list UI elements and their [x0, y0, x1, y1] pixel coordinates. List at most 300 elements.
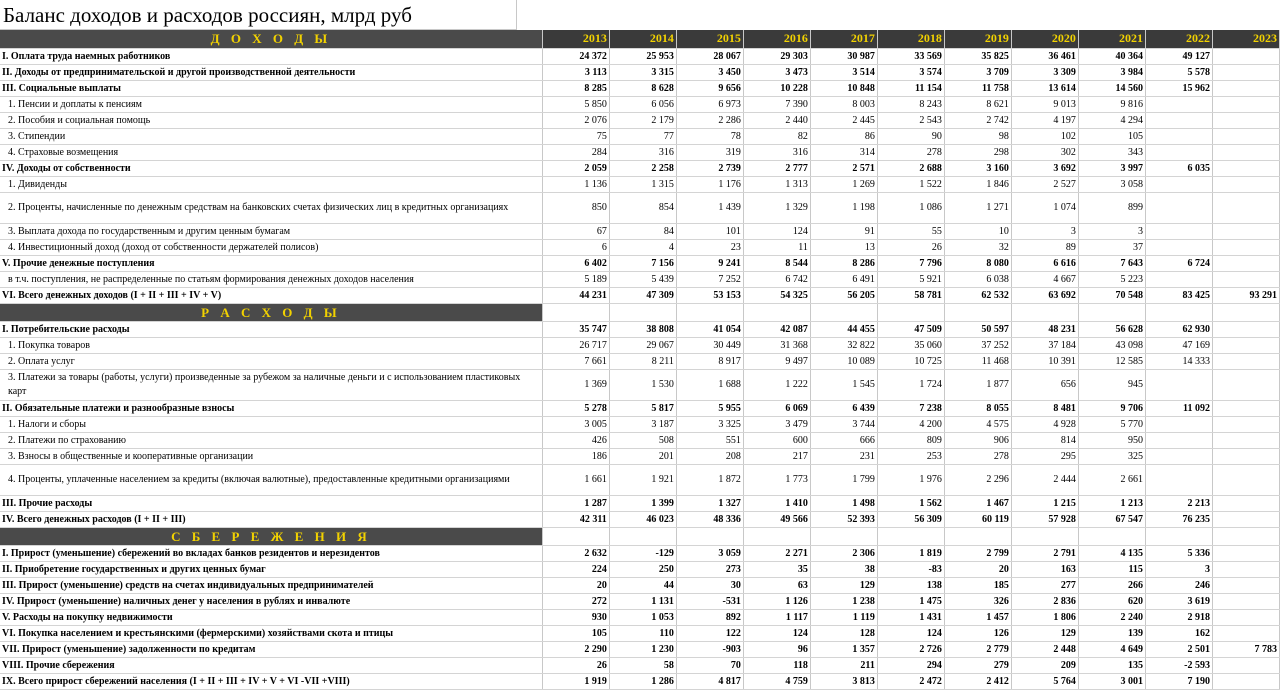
- savings-row: [0, 577, 1280, 593]
- value-cell: 2 779: [944, 641, 1011, 657]
- section-empty-cell: [676, 303, 743, 321]
- value-cell: 1 074: [1011, 192, 1078, 223]
- value-cell: 4 759: [743, 673, 810, 689]
- value-cell: 25 953: [609, 48, 676, 64]
- row-label: IV. Прирост (уменьшение) наличных денег у населения в рублях и инвалюте: [0, 593, 542, 609]
- section-empty-cell: [609, 527, 676, 545]
- value-cell: 1 399: [609, 495, 676, 511]
- value-cell: 224: [542, 561, 609, 577]
- value-cell: 54 325: [743, 287, 810, 303]
- value-cell: 46 023: [609, 511, 676, 527]
- value-cell: 892: [676, 609, 743, 625]
- value-cell: 63: [743, 577, 810, 593]
- value-cell: 77: [609, 128, 676, 144]
- value-cell: 5 578: [1145, 64, 1212, 80]
- value-cell: [1145, 96, 1212, 112]
- value-cell: 2 918: [1145, 609, 1212, 625]
- value-cell: [1145, 128, 1212, 144]
- value-cell: 3 325: [676, 416, 743, 432]
- value-cell: [1212, 337, 1279, 353]
- value-cell: 272: [542, 593, 609, 609]
- section-empty-cell: [944, 527, 1011, 545]
- value-cell: 8 080: [944, 255, 1011, 271]
- value-cell: 44 231: [542, 287, 609, 303]
- value-cell: 115: [1078, 561, 1145, 577]
- value-cell: 6 742: [743, 271, 810, 287]
- value-cell: 7 661: [542, 353, 609, 369]
- value-cell: [1212, 609, 1279, 625]
- value-cell: 30 449: [676, 337, 743, 353]
- value-cell: 5 955: [676, 400, 743, 416]
- value-cell: 231: [810, 448, 877, 464]
- value-cell: 35 825: [944, 48, 1011, 64]
- income-row: [0, 192, 1280, 223]
- value-cell: [1212, 353, 1279, 369]
- value-cell: 1 877: [944, 369, 1011, 400]
- value-cell: 809: [877, 432, 944, 448]
- value-cell: 26 717: [542, 337, 609, 353]
- income-row: [0, 64, 1280, 80]
- value-cell: 2 501: [1145, 641, 1212, 657]
- value-cell: 1 921: [609, 464, 676, 495]
- expense-row: [0, 432, 1280, 448]
- expense-row: [0, 464, 1280, 495]
- value-cell: 1 086: [877, 192, 944, 223]
- value-cell: 5 817: [609, 400, 676, 416]
- value-cell: [1212, 112, 1279, 128]
- value-cell: 201: [609, 448, 676, 464]
- table-body: [0, 30, 1280, 689]
- year-header-cell: 2017: [810, 30, 877, 48]
- expense-row: [0, 495, 1280, 511]
- value-cell: 5 850: [542, 96, 609, 112]
- value-cell: 326: [944, 593, 1011, 609]
- value-cell: 7 796: [877, 255, 944, 271]
- value-cell: 10: [944, 223, 1011, 239]
- value-cell: 7 190: [1145, 673, 1212, 689]
- value-cell: 656: [1011, 369, 1078, 400]
- expense-row: [0, 511, 1280, 527]
- value-cell: 2 726: [877, 641, 944, 657]
- value-cell: 211: [810, 657, 877, 673]
- value-cell: 76 235: [1145, 511, 1212, 527]
- value-cell: 209: [1011, 657, 1078, 673]
- row-label: 1. Покупка товаров: [0, 337, 542, 353]
- value-cell: 105: [542, 625, 609, 641]
- value-cell: [1212, 673, 1279, 689]
- value-cell: 4 197: [1011, 112, 1078, 128]
- balance-table: [0, 30, 1280, 690]
- year-header-cell: 2016: [743, 30, 810, 48]
- value-cell: 11 468: [944, 353, 1011, 369]
- value-cell: 278: [877, 144, 944, 160]
- value-cell: 217: [743, 448, 810, 464]
- section-header-income: [0, 30, 1280, 48]
- value-cell: 8 544: [743, 255, 810, 271]
- row-label: IV. Всего денежных расходов (I + II + III): [0, 511, 542, 527]
- value-cell: 32 822: [810, 337, 877, 353]
- value-cell: [1145, 271, 1212, 287]
- value-cell: 7 643: [1078, 255, 1145, 271]
- value-cell: 1 222: [743, 369, 810, 400]
- value-cell: 3 619: [1145, 593, 1212, 609]
- value-cell: 11: [743, 239, 810, 255]
- section-empty-cell: [1011, 527, 1078, 545]
- value-cell: 98: [944, 128, 1011, 144]
- value-cell: 1 131: [609, 593, 676, 609]
- income-row: [0, 223, 1280, 239]
- value-cell: [1145, 112, 1212, 128]
- value-cell: 4 294: [1078, 112, 1145, 128]
- section-empty-cell: [944, 303, 1011, 321]
- section-empty-cell: [542, 303, 609, 321]
- value-cell: 3 473: [743, 64, 810, 80]
- year-header-cell: 2021: [1078, 30, 1145, 48]
- value-cell: 1 410: [743, 495, 810, 511]
- value-cell: 2 296: [944, 464, 1011, 495]
- year-header-cell: 2013: [542, 30, 609, 48]
- value-cell: 126: [944, 625, 1011, 641]
- value-cell: 122: [676, 625, 743, 641]
- value-cell: 5 189: [542, 271, 609, 287]
- value-cell: [1212, 160, 1279, 176]
- section-empty-cell: [676, 527, 743, 545]
- value-cell: [1212, 545, 1279, 561]
- value-cell: 250: [609, 561, 676, 577]
- value-cell: 83 425: [1145, 287, 1212, 303]
- expense-row: [0, 353, 1280, 369]
- value-cell: 10 391: [1011, 353, 1078, 369]
- value-cell: 26: [877, 239, 944, 255]
- section-header-expenses: [0, 303, 1280, 321]
- row-label: в т.ч. поступления, не распределенные по статьям формирования денежных доходов населения: [0, 271, 542, 287]
- expense-row: [0, 337, 1280, 353]
- value-cell: 5 336: [1145, 545, 1212, 561]
- value-cell: 75: [542, 128, 609, 144]
- value-cell: 316: [743, 144, 810, 160]
- value-cell: 2 445: [810, 112, 877, 128]
- value-cell: 47 509: [877, 321, 944, 337]
- row-label: 1. Налоги и сборы: [0, 416, 542, 432]
- section-empty-cell: [743, 527, 810, 545]
- value-cell: 8 243: [877, 96, 944, 112]
- value-cell: 9 241: [676, 255, 743, 271]
- value-cell: 63 692: [1011, 287, 1078, 303]
- value-cell: 6 439: [810, 400, 877, 416]
- value-cell: 1 286: [609, 673, 676, 689]
- value-cell: 1 315: [609, 176, 676, 192]
- value-cell: 10 089: [810, 353, 877, 369]
- value-cell: [1212, 321, 1279, 337]
- value-cell: 60 119: [944, 511, 1011, 527]
- value-cell: 1 369: [542, 369, 609, 400]
- value-cell: 12 585: [1078, 353, 1145, 369]
- value-cell: 86: [810, 128, 877, 144]
- expense-row: [0, 400, 1280, 416]
- value-cell: 8 917: [676, 353, 743, 369]
- value-cell: 29 067: [609, 337, 676, 353]
- value-cell: 2 527: [1011, 176, 1078, 192]
- value-cell: [1212, 561, 1279, 577]
- value-cell: 1 724: [877, 369, 944, 400]
- row-label: V. Расходы на покупку недвижимости: [0, 609, 542, 625]
- value-cell: 1 661: [542, 464, 609, 495]
- value-cell: 3 514: [810, 64, 877, 80]
- value-cell: 9 816: [1078, 96, 1145, 112]
- row-label: 3. Стипендии: [0, 128, 542, 144]
- value-cell: 600: [743, 432, 810, 448]
- value-cell: 5 278: [542, 400, 609, 416]
- value-cell: 124: [743, 223, 810, 239]
- value-cell: 48 231: [1011, 321, 1078, 337]
- value-cell: 2 290: [542, 641, 609, 657]
- value-cell: [1212, 593, 1279, 609]
- section-label: Р А С Х О Д Ы: [0, 303, 542, 321]
- value-cell: 11 154: [877, 80, 944, 96]
- value-cell: 2 448: [1011, 641, 1078, 657]
- value-cell: 70 548: [1078, 287, 1145, 303]
- value-cell: 6 069: [743, 400, 810, 416]
- value-cell: 1 467: [944, 495, 1011, 511]
- section-empty-cell: [1212, 527, 1279, 545]
- value-cell: 7 390: [743, 96, 810, 112]
- value-cell: 2 661: [1078, 464, 1145, 495]
- section-empty-cell: [609, 303, 676, 321]
- income-row: [0, 271, 1280, 287]
- value-cell: 90: [877, 128, 944, 144]
- value-cell: 666: [810, 432, 877, 448]
- row-label: VII. Прирост (уменьшение) задолженности по кредитам: [0, 641, 542, 657]
- value-cell: 2 286: [676, 112, 743, 128]
- value-cell: 3 058: [1078, 176, 1145, 192]
- value-cell: 49 127: [1145, 48, 1212, 64]
- value-cell: 20: [542, 577, 609, 593]
- section-empty-cell: [1212, 303, 1279, 321]
- value-cell: 5 223: [1078, 271, 1145, 287]
- savings-row: [0, 641, 1280, 657]
- value-cell: 1 230: [609, 641, 676, 657]
- value-cell: 6 973: [676, 96, 743, 112]
- value-cell: 35 060: [877, 337, 944, 353]
- value-cell: 8 621: [944, 96, 1011, 112]
- row-label: II. Приобретение государственных и других ценных бумаг: [0, 561, 542, 577]
- value-cell: 1 357: [810, 641, 877, 657]
- value-cell: 5 764: [1011, 673, 1078, 689]
- value-cell: 56 205: [810, 287, 877, 303]
- value-cell: 8 628: [609, 80, 676, 96]
- value-cell: 10 228: [743, 80, 810, 96]
- value-cell: 1 198: [810, 192, 877, 223]
- value-cell: 208: [676, 448, 743, 464]
- income-row: [0, 239, 1280, 255]
- value-cell: 1 457: [944, 609, 1011, 625]
- value-cell: 37: [1078, 239, 1145, 255]
- value-cell: 50 597: [944, 321, 1011, 337]
- value-cell: 91: [810, 223, 877, 239]
- row-label: VI. Всего денежных доходов (I + II + III + IV + V): [0, 287, 542, 303]
- value-cell: [1212, 432, 1279, 448]
- value-cell: 4 817: [676, 673, 743, 689]
- value-cell: 854: [609, 192, 676, 223]
- value-cell: 2 472: [877, 673, 944, 689]
- value-cell: 84: [609, 223, 676, 239]
- value-cell: 253: [877, 448, 944, 464]
- value-cell: 294: [877, 657, 944, 673]
- value-cell: [1212, 511, 1279, 527]
- income-row: [0, 112, 1280, 128]
- value-cell: 508: [609, 432, 676, 448]
- value-cell: 37 252: [944, 337, 1011, 353]
- value-cell: 1 053: [609, 609, 676, 625]
- income-row: [0, 176, 1280, 192]
- value-cell: 47 169: [1145, 337, 1212, 353]
- value-cell: [1145, 369, 1212, 400]
- year-header-cell: 2014: [609, 30, 676, 48]
- value-cell: 3 997: [1078, 160, 1145, 176]
- value-cell: -83: [877, 561, 944, 577]
- value-cell: 28 067: [676, 48, 743, 64]
- value-cell: 4: [609, 239, 676, 255]
- value-cell: -531: [676, 593, 743, 609]
- row-label: 1. Дивиденды: [0, 176, 542, 192]
- section-empty-cell: [810, 303, 877, 321]
- value-cell: 6 056: [609, 96, 676, 112]
- value-cell: 1 545: [810, 369, 877, 400]
- value-cell: 4 667: [1011, 271, 1078, 287]
- row-label: II. Доходы от предпринимательской и другой производственной деятельности: [0, 64, 542, 80]
- row-label: IV. Доходы от собственности: [0, 160, 542, 176]
- value-cell: 13 614: [1011, 80, 1078, 96]
- value-cell: 49 566: [743, 511, 810, 527]
- value-cell: 8 286: [810, 255, 877, 271]
- value-cell: 124: [743, 625, 810, 641]
- value-cell: 6 491: [810, 271, 877, 287]
- value-cell: [1212, 48, 1279, 64]
- value-cell: 298: [944, 144, 1011, 160]
- value-cell: 2 836: [1011, 593, 1078, 609]
- row-label: IX. Всего прирост сбережений населения (I + II + III + IV + V + VI -VII +VIII): [0, 673, 542, 689]
- value-cell: -903: [676, 641, 743, 657]
- value-cell: 2 791: [1011, 545, 1078, 561]
- value-cell: 426: [542, 432, 609, 448]
- value-cell: 186: [542, 448, 609, 464]
- value-cell: 3 005: [542, 416, 609, 432]
- value-cell: [1212, 657, 1279, 673]
- value-cell: [1212, 144, 1279, 160]
- value-cell: [1212, 239, 1279, 255]
- value-cell: 6 724: [1145, 255, 1212, 271]
- value-cell: 1 215: [1011, 495, 1078, 511]
- value-cell: 620: [1078, 593, 1145, 609]
- section-empty-cell: [743, 303, 810, 321]
- value-cell: 3 001: [1078, 673, 1145, 689]
- value-cell: 55: [877, 223, 944, 239]
- row-label: 4. Страховые возмещения: [0, 144, 542, 160]
- value-cell: 38 808: [609, 321, 676, 337]
- value-cell: [1145, 176, 1212, 192]
- value-cell: 906: [944, 432, 1011, 448]
- section-empty-cell: [1145, 527, 1212, 545]
- income-row: [0, 144, 1280, 160]
- value-cell: 3 744: [810, 416, 877, 432]
- row-label: I. Потребительские расходы: [0, 321, 542, 337]
- section-empty-cell: [1145, 303, 1212, 321]
- value-cell: 38: [810, 561, 877, 577]
- row-label: 2. Пособия и социальная помощь: [0, 112, 542, 128]
- value-cell: 273: [676, 561, 743, 577]
- value-cell: 2 271: [743, 545, 810, 561]
- value-cell: 5 921: [877, 271, 944, 287]
- value-cell: [1212, 64, 1279, 80]
- savings-row: [0, 657, 1280, 673]
- value-cell: [1212, 577, 1279, 593]
- value-cell: 899: [1078, 192, 1145, 223]
- value-cell: 1 819: [877, 545, 944, 561]
- value-cell: 1 872: [676, 464, 743, 495]
- value-cell: 162: [1145, 625, 1212, 641]
- income-row: [0, 80, 1280, 96]
- savings-row: [0, 625, 1280, 641]
- value-cell: [1212, 495, 1279, 511]
- value-cell: 47 309: [609, 287, 676, 303]
- value-cell: 2 179: [609, 112, 676, 128]
- value-cell: 36 461: [1011, 48, 1078, 64]
- value-cell: 945: [1078, 369, 1145, 400]
- value-cell: 163: [1011, 561, 1078, 577]
- expense-row: [0, 321, 1280, 337]
- value-cell: 2 240: [1078, 609, 1145, 625]
- value-cell: 101: [676, 223, 743, 239]
- value-cell: 850: [542, 192, 609, 223]
- value-cell: 1 213: [1078, 495, 1145, 511]
- value-cell: 4 928: [1011, 416, 1078, 432]
- value-cell: 2 213: [1145, 495, 1212, 511]
- value-cell: 10 848: [810, 80, 877, 96]
- value-cell: 82: [743, 128, 810, 144]
- value-cell: 44: [609, 577, 676, 593]
- value-cell: 1 799: [810, 464, 877, 495]
- income-row: [0, 287, 1280, 303]
- value-cell: 325: [1078, 448, 1145, 464]
- value-cell: 3 479: [743, 416, 810, 432]
- value-cell: 2 306: [810, 545, 877, 561]
- value-cell: [1212, 625, 1279, 641]
- income-row: [0, 160, 1280, 176]
- value-cell: 62 532: [944, 287, 1011, 303]
- value-cell: 48 336: [676, 511, 743, 527]
- value-cell: 3 309: [1011, 64, 1078, 80]
- row-label: VI. Покупка населением и крестьянскими (фермерскими) хозяйствами скота и птицы: [0, 625, 542, 641]
- income-row: [0, 255, 1280, 271]
- year-header-cell: 2020: [1011, 30, 1078, 48]
- value-cell: 1 773: [743, 464, 810, 495]
- expense-row: [0, 369, 1280, 400]
- value-cell: 3 450: [676, 64, 743, 80]
- value-cell: [1145, 416, 1212, 432]
- value-cell: 4 135: [1078, 545, 1145, 561]
- value-cell: 105: [1078, 128, 1145, 144]
- value-cell: 5 439: [609, 271, 676, 287]
- value-cell: [1145, 192, 1212, 223]
- value-cell: 6 402: [542, 255, 609, 271]
- value-cell: 1 806: [1011, 609, 1078, 625]
- value-cell: 2 742: [944, 112, 1011, 128]
- value-cell: 13: [810, 239, 877, 255]
- value-cell: [1212, 271, 1279, 287]
- value-cell: 11 758: [944, 80, 1011, 96]
- value-cell: 314: [810, 144, 877, 160]
- value-cell: [1212, 416, 1279, 432]
